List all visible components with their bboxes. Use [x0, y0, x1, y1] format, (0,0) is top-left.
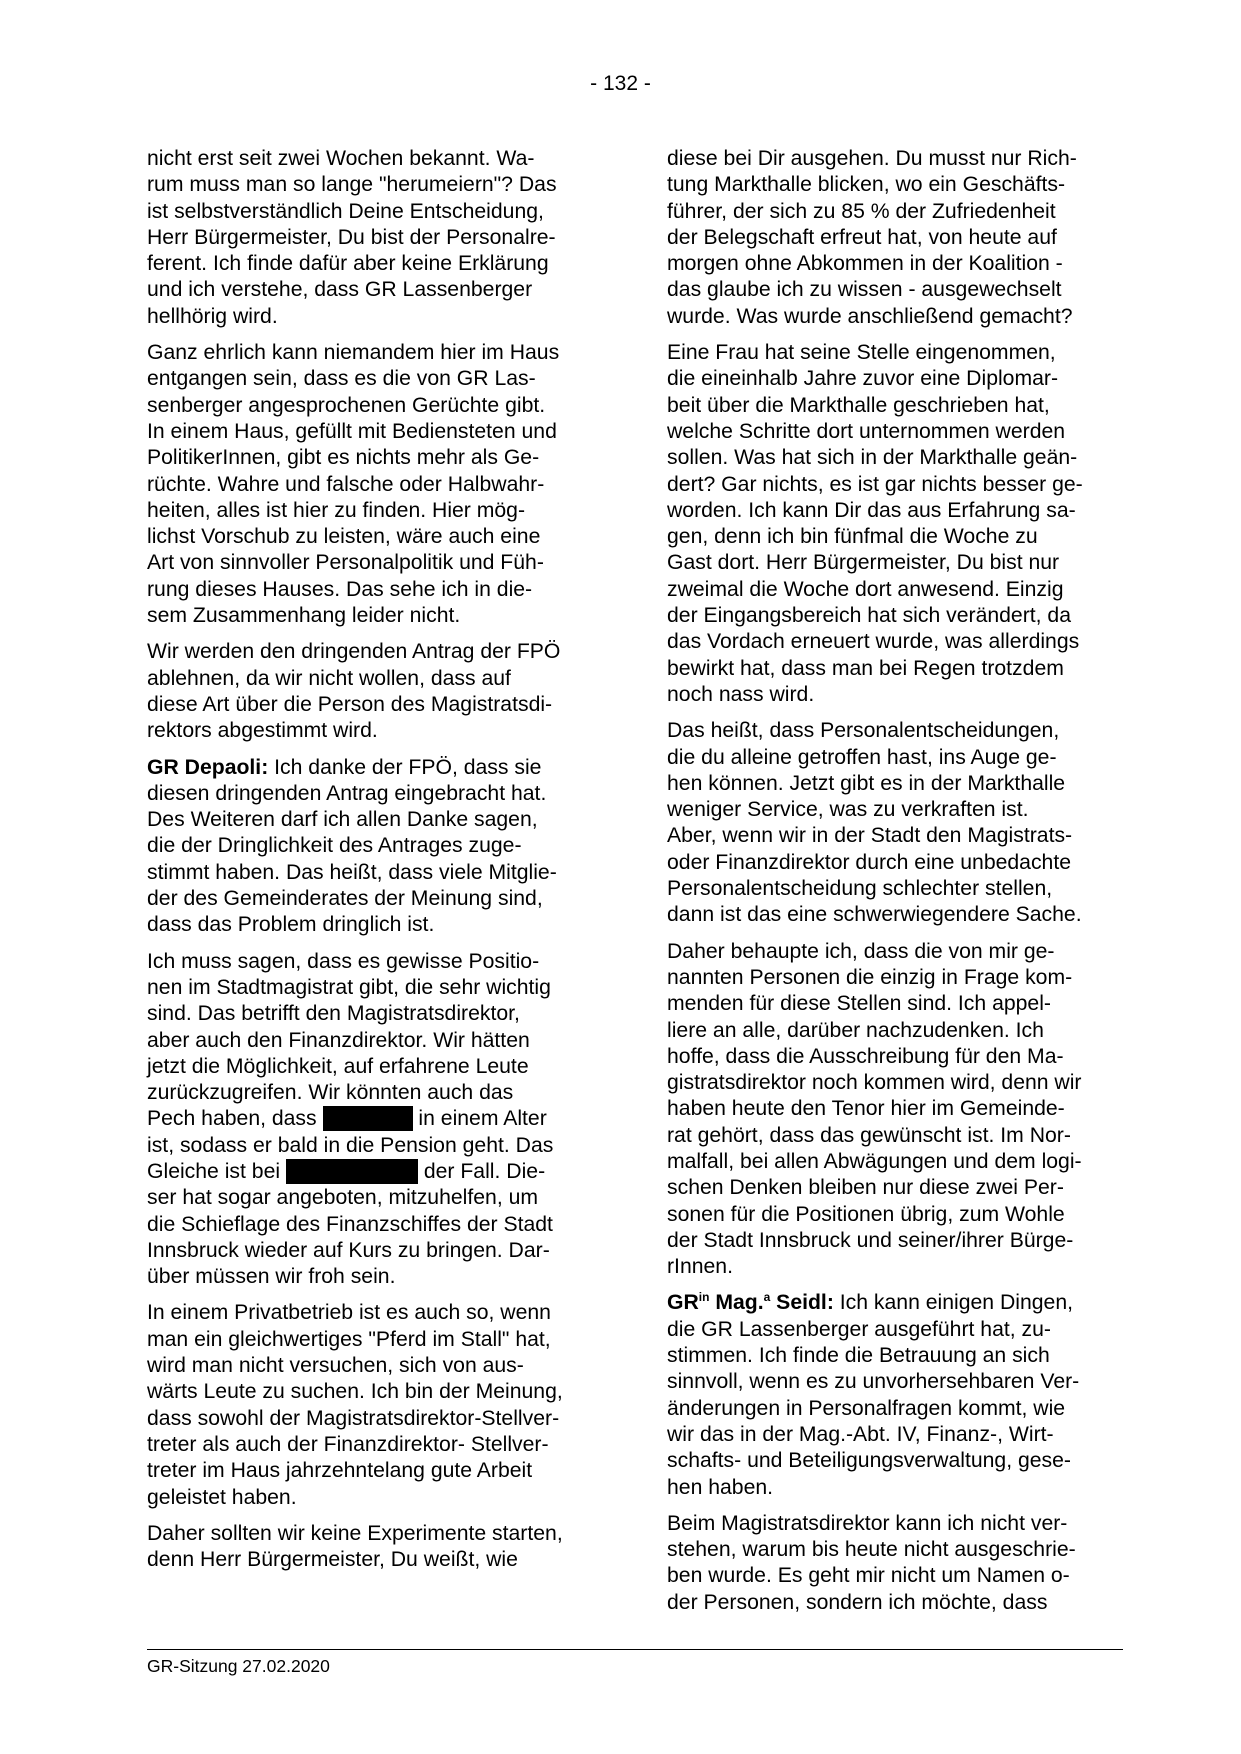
paragraph: [667, 1511, 1123, 1616]
text-line: menden für diese Stellen sind. Ich appel-: [667, 992, 1051, 1016]
text-line: Wir werden den dringenden Antrag der FPÖ: [147, 640, 561, 664]
text-line: Das heißt, dass Personalentscheidungen,: [667, 719, 1060, 743]
text-line: Daher sollten wir keine Experimente starten,: [147, 1521, 563, 1545]
text-line: das glaube ich zu wissen - ausgewechselt: [667, 278, 1062, 302]
text-line: sonen für die Positionen übrig, zum Wohle: [667, 1202, 1065, 1226]
text-line: der Stadt Innsbruck und seiner/ihrer Bürge-: [667, 1228, 1074, 1252]
text-line: die du alleine getroffen hast, ins Auge ge-: [667, 745, 1057, 769]
text-line: morgen ohne Abkommen in der Koalition -: [667, 252, 1063, 276]
text-line: das Vordach erneuert wurde, was allerdings: [667, 630, 1080, 654]
text-line: zweimal die Woche dort anwesend. Einzig: [667, 577, 1064, 601]
speaker-name: [667, 1291, 834, 1314]
text-line: ist, sodass er bald in die Pension geht. Das: [147, 1133, 554, 1157]
text-line: malfall, bei allen Abwägungen und dem logi-: [667, 1149, 1082, 1173]
text-line: diese Art über die Person des Magistratsdi-: [147, 692, 553, 716]
text-line: haben heute den Tenor hier im Gemeinde-: [667, 1097, 1065, 1121]
text-line: denn Herr Bürgermeister, Du weißt, wie: [147, 1548, 518, 1572]
text-line: sinnvoll, wenn es zu unvorhersehbaren Ver-: [667, 1370, 1080, 1394]
text-line: der Belegschaft erfreut hat, von heute auf: [667, 225, 1057, 249]
text-line: rInnen.: [667, 1255, 733, 1279]
footer-rule: [147, 1649, 1123, 1650]
paragraph: [147, 340, 603, 629]
paragraph: [667, 718, 1123, 928]
text-line: [147, 755, 603, 781]
text-line: nicht erst seit zwei Wochen bekannt. Wa-: [147, 147, 535, 170]
text-line: Ich muss sagen, dass es gewisse Positio-: [147, 949, 540, 973]
text-line: oder Finanzdirektor durch eine unbedachte: [667, 850, 1072, 874]
text-line: Daher behaupte ich, dass die von mir ge-: [667, 939, 1055, 963]
text-line: noch nass wird.: [667, 682, 815, 706]
text-line: ben wurde. Es geht mir nicht um Namen o-: [667, 1564, 1070, 1588]
text-line: rung dieses Hauses. Das sehe ich in die-: [147, 577, 533, 601]
text-line: sem Zusammenhang leider nicht.: [147, 604, 461, 628]
text-line: schafts- und Beteiligungsverwaltung, gese-: [667, 1449, 1071, 1473]
paragraph-redacted: [147, 949, 603, 1291]
text-line: rat gehört, dass das gewünscht ist. Im Nor-: [667, 1123, 1071, 1147]
text-line: sind. Das betrifft den Magistratsdirektor,: [147, 1002, 520, 1026]
text-line: dass das Problem dringlich ist.: [147, 913, 435, 937]
text-fragment: Pech haben, dass: [147, 1107, 323, 1131]
text-line: sollen. Was hat sich in der Markthalle geän-: [667, 446, 1078, 470]
text-line: wir das in der Mag.-Abt. IV, Finanz-, Wirt-: [667, 1422, 1054, 1446]
text-line: der Personen, sondern ich möchte, dass: [667, 1590, 1048, 1614]
text-fragment: der Fall. Die-: [417, 1159, 546, 1183]
paragraph: [147, 639, 603, 744]
text-line: diese bei Dir ausgehen. Du musst nur Rich-: [667, 147, 1077, 170]
text-line: die eineinhalb Jahre zuvor eine Diplomar-: [667, 367, 1059, 391]
text-line: nen im Stadtmagistrat gibt, die sehr wichtig: [147, 975, 551, 999]
paragraph: [667, 340, 1123, 708]
text-line: der des Gemeinderates der Meinung sind,: [147, 887, 543, 911]
text-line: die der Dringlichkeit des Antrages zuge-: [147, 834, 522, 858]
text-line: hen haben.: [667, 1475, 774, 1499]
text-line: rüchte. Wahre und falsche oder Halbwahr-: [147, 472, 545, 496]
speaker-surname: Seidl:: [770, 1291, 834, 1315]
text-line: hellhörig wird.: [147, 304, 278, 328]
speaker-name: GR Depaoli:: [147, 755, 269, 779]
text-line: schen Denken bleiben nur diese zwei Per-: [667, 1176, 1064, 1200]
footer-text: GR-Sitzung 27.02.2020: [147, 1656, 330, 1676]
left-column: [147, 146, 603, 1583]
text-line: In einem Haus, gefüllt mit Bediensteten und: [147, 419, 557, 443]
text-line: Personalentscheidung schlechter stellen,: [667, 877, 1053, 901]
text-line: welche Schritte dort unternommen werden: [667, 419, 1066, 443]
text-line: die Schieflage des Finanzschiffes der Stadt: [147, 1212, 553, 1236]
text-line: zurückzugreifen. Wir könnten auch das: [147, 1081, 514, 1105]
page-number: - 132 -: [590, 72, 651, 95]
paragraph-lines: [147, 1185, 603, 1290]
text-line: über müssen wir froh sein.: [147, 1265, 396, 1289]
text-line: Art von sinnvoller Personalpolitik und Füh-: [147, 551, 544, 575]
text-line: [147, 1159, 603, 1185]
paragraph-lines: [147, 949, 603, 1107]
text-line: jetzt die Möglichkeit, auf erfahrene Leute: [147, 1054, 529, 1078]
text-line: geleistet haben.: [147, 1485, 297, 1509]
redaction-box: [286, 1159, 418, 1184]
text-line: lichst Vorschub zu leisten, wäre auch eine: [147, 525, 541, 549]
text-line: worden. Ich kann Dir das aus Erfahrung sa-: [667, 498, 1076, 522]
text-line: tung Markthalle blicken, wo ein Geschäfts-: [667, 173, 1066, 197]
text-line: man ein gleichwertiges "Pferd im Stall" hat,: [147, 1327, 551, 1351]
text-line: [147, 1106, 603, 1132]
text-line: PolitikerInnen, gibt es nichts mehr als Ge-: [147, 446, 540, 470]
text-line: Ganz ehrlich kann niemandem hier im Haus: [147, 341, 560, 365]
text-line: hen können. Jetzt gibt es in der Markthalle: [667, 771, 1066, 795]
text-line: ferent. Ich finde dafür aber keine Erklärung: [147, 252, 549, 276]
text-line: In einem Privatbetrieb ist es auch so, wenn: [147, 1301, 551, 1325]
text-line: treter als auch der Finanzdirektor- Stellver-: [147, 1432, 549, 1456]
text-line: die GR Lassenberger ausgeführt hat, zu-: [667, 1317, 1051, 1341]
text-line: gistratsdirektor noch kommen wird, denn wir: [667, 1071, 1082, 1095]
paragraph-depaoli: [147, 755, 603, 939]
text-line: der Eingangsbereich hat sich verändert, da: [667, 604, 1071, 628]
text-line: bewirkt hat, dass man bei Regen trotzdem: [667, 656, 1064, 680]
text-line: treter im Haus jahrzehntelang gute Arbeit: [147, 1459, 533, 1483]
text-line: diesen dringenden Antrag eingebracht hat.: [147, 781, 547, 805]
redaction-box: [323, 1106, 413, 1131]
text-line: änderungen in Personalfragen kommt, wie: [667, 1396, 1066, 1420]
text-fragment: Gleiche ist bei: [147, 1159, 286, 1183]
text-fragment: in einem Alter: [412, 1107, 547, 1131]
text-line: Herr Bürgermeister, Du bist der Personalre-: [147, 225, 556, 249]
text-line: hoffe, dass die Ausschreibung für den Ma-: [667, 1044, 1064, 1068]
text-line: liere an alle, darüber nachzudenken. Ich: [667, 1018, 1044, 1042]
text-line: entgangen sein, dass es die von GR Las-: [147, 367, 536, 391]
text-line: wärts Leute zu suchen. Ich bin der Meinung,: [147, 1380, 563, 1404]
text-line: gen, denn ich bin fünfmal die Woche zu: [667, 525, 1038, 549]
text-line: und ich verstehe, dass GR Lassenberger: [147, 278, 533, 302]
text-line: weniger Service, was zu verkraften ist.: [667, 798, 1029, 822]
text-line: Innsbruck wieder auf Kurs zu bringen. Dar-: [147, 1238, 550, 1262]
paragraph: [667, 146, 1123, 330]
text-line: senberger angesprochenen Gerüchte gibt.: [147, 393, 546, 417]
paragraph-lines: [147, 781, 603, 939]
paragraph-seidl: [667, 1290, 1123, 1500]
text-line: dass sowohl der Magistratsdirektor-Stellver-: [147, 1406, 560, 1430]
text-line: nannten Personen die einzig in Frage kom-: [667, 965, 1073, 989]
paragraph: [147, 146, 603, 330]
text-line: Beim Magistratsdirektor kann ich nicht ver-: [667, 1511, 1068, 1535]
text-line: ser hat sogar angeboten, mitzuhelfen, um: [147, 1186, 539, 1210]
text-line: rum muss man so lange "herumeiern"? Das: [147, 173, 557, 197]
speaker-title: GR: [667, 1291, 699, 1315]
text-line: beit über die Markthalle geschrieben hat,: [667, 393, 1050, 417]
superscript: a: [763, 1290, 771, 1305]
text-line: wird man nicht versuchen, sich von aus-: [147, 1354, 524, 1378]
text-line: stimmt haben. Das heißt, dass viele Mitglie-: [147, 860, 557, 884]
superscript: in: [698, 1290, 710, 1305]
right-column: [667, 146, 1123, 1626]
text-fragment: Ich danke der FPÖ, dass sie: [268, 755, 542, 779]
text-line: führer, der sich zu 85 % der Zufriedenheit: [667, 199, 1056, 223]
text-line: ist selbstverständlich Deine Entscheidung,: [147, 199, 544, 223]
text-line: ablehnen, da wir nicht wollen, dass auf: [147, 666, 511, 690]
text-line: dert? Gar nichts, es ist gar nichts besser ge-: [667, 472, 1083, 496]
text-line: Eine Frau hat seine Stelle eingenommen,: [667, 341, 1056, 365]
text-line: heiten, alles ist hier zu finden. Hier mög-: [147, 498, 526, 522]
paragraph-lines: [667, 1317, 1123, 1501]
text-line: stimmen. Ich finde die Betrauung an sich: [667, 1344, 1050, 1368]
text-line: Des Weiteren darf ich allen Danke sagen,: [147, 808, 538, 832]
speaker-degree: Mag.: [709, 1291, 764, 1315]
text-line: rektors abgestimmt wird.: [147, 719, 378, 743]
text-line: dann ist das eine schwerwiegendere Sache.: [667, 903, 1082, 927]
paragraph: [667, 939, 1123, 1281]
text-line: aber auch den Finanzdirektor. Wir hätten: [147, 1028, 530, 1052]
text-line: stehen, warum bis heute nicht ausgeschrie-: [667, 1538, 1076, 1562]
text-line: [667, 1290, 1123, 1316]
text-line: Aber, wenn wir in der Stadt den Magistrats-: [667, 824, 1073, 848]
text-line: Gast dort. Herr Bürgermeister, Du bist nur: [667, 551, 1060, 575]
text-line: wurde. Was wurde anschließend gemacht?: [667, 304, 1073, 328]
paragraph: [147, 1521, 603, 1574]
text-fragment: Ich kann einigen Dingen,: [833, 1291, 1073, 1315]
paragraph: [147, 1300, 603, 1510]
